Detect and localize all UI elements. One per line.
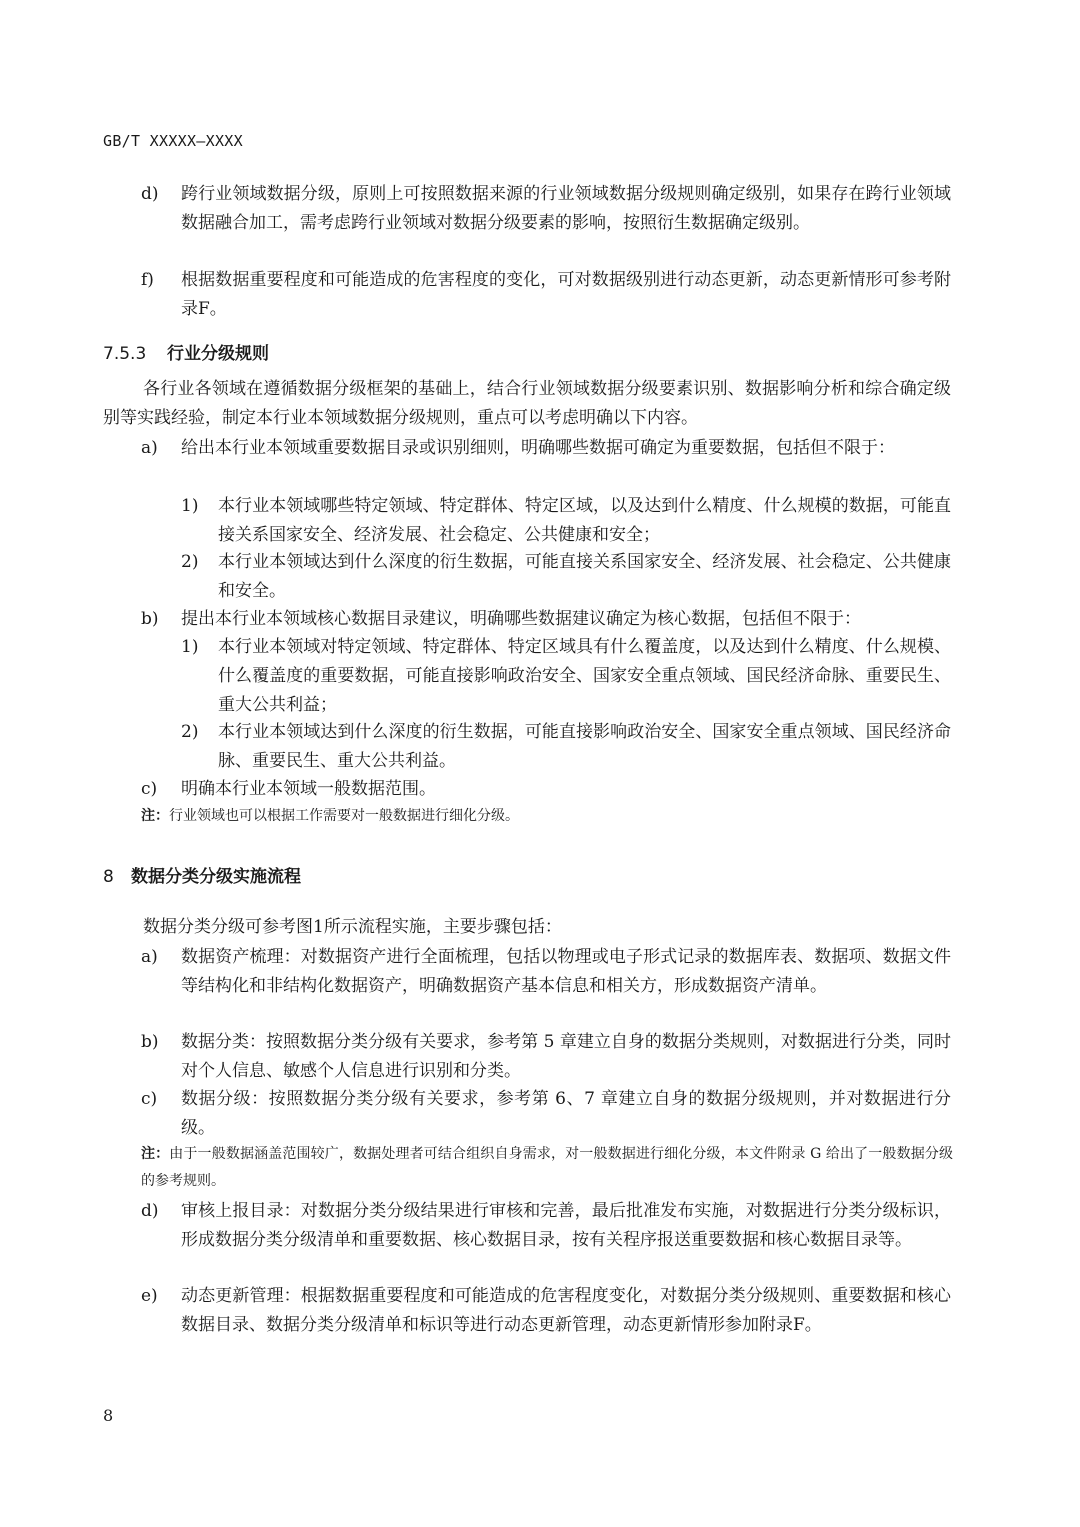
list-item-text: 审核上报目录：对数据分类分级结果进行审核和完善，最后批准发布实施，对数据进行分类分级标识，形成数据分类分级清单和重要数据、核心数据目录，按有关程序报送重要数据和核心数据目录等。 xyxy=(181,1201,951,1250)
list-item-text: 跨行业领域数据分级，原则上可按照数据来源的行业领域数据分级规则确定级别，如果存在跨行业领域数据融合加工，需考虑跨行业领域对数据分级要素的影响，按照衍生数据确定级别。 xyxy=(181,184,951,233)
list-marker: d) xyxy=(141,184,159,204)
list-item-text: 给出本行业本领域重要数据目录或识别细则，明确哪些数据可确定为重要数据，包括但不限于： xyxy=(181,438,895,458)
sub-list-marker: 2) xyxy=(181,722,199,742)
list-marker: d) xyxy=(141,1201,159,1221)
sub-list-item-text: 本行业本领域哪些特定领域、特定群体、特定区域，以及达到什么精度、什么规模的数据，可能直接关系国家安全、经济发展、社会稳定、公共健康和安全； xyxy=(218,496,951,545)
section-heading-8 xyxy=(103,862,301,887)
note xyxy=(141,803,953,830)
sub-list-item-text: 本行业本领域达到什么深度的衍生数据，可能直接关系国家安全、经济发展、社会稳定、公共健康和安全。 xyxy=(218,552,951,601)
note xyxy=(141,1141,953,1195)
note-text: 行业领域也可以根据工作需要对一般数据进行细化分级。 xyxy=(169,808,519,824)
note-label: 注： xyxy=(141,1146,170,1162)
standard-code: GB/T XXXXX—XXXX xyxy=(103,132,243,150)
list-item-text: 数据分级：按照数据分类分级有关要求，参考第 6、7 章建立自身的数据分级规则，并对数据进行分级。 xyxy=(181,1089,952,1138)
section-title: 数据分类分级实施流程 xyxy=(131,867,301,887)
list-marker: a) xyxy=(141,438,158,458)
list-marker: a) xyxy=(141,947,158,967)
section-heading-7-5-3 xyxy=(103,339,269,364)
list-marker: c) xyxy=(141,779,158,799)
list-item-text: 数据分类：按照数据分类分级有关要求，参考第 5 章建立自身的数据分类规则，对数据进行分类，同时对个人信息、敏感个人信息进行识别和分类。 xyxy=(181,1032,951,1081)
list-marker: e) xyxy=(141,1286,158,1306)
note-text: 由于一般数据涵盖范围较广，数据处理者可结合组织自身需求，对一般数据进行细化分级，本文件附录 G 给出了一般数据分级的参考规则。 xyxy=(141,1146,953,1189)
section-intro: 各行业各领域在遵循数据分级框架的基础上，结合行业领域数据分级要素识别、数据影响分析和综合确定级别等实践经验，制定本行业本领域数据分级规则，重点可以考虑明确以下内容。 xyxy=(103,379,951,428)
list-item-text: 提出本行业本领域核心数据目录建议，明确哪些数据建议确定为核心数据，包括但不限于： xyxy=(181,609,861,629)
sub-list-item-text: 本行业本领域对特定领域、特定群体、特定区域具有什么覆盖度，以及达到什么精度、什么规模、什么覆盖度的重要数据，可能直接影响政治安全、国家安全重点领域、国民经济命脉、重要民生、重大公共利益； xyxy=(218,637,951,715)
sub-list-marker: 1) xyxy=(181,496,199,516)
sub-list-marker: 2) xyxy=(181,552,199,572)
section-title: 行业分级规则 xyxy=(167,344,269,364)
section-intro: 数据分类分级可参考图1所示流程实施，主要步骤包括： xyxy=(143,917,562,937)
list-item-text: 根据数据重要程度和可能造成的危害程度的变化，可对数据级别进行动态更新，动态更新情形可参考附录F。 xyxy=(181,270,951,319)
page-number: 8 xyxy=(103,1406,114,1425)
list-item-text: 动态更新管理：根据数据重要程度和可能造成的危害程度变化，对数据分类分级规则、重要数据和核心数据目录、数据分类分级清单和标识等进行动态更新管理，动态更新情形参加附录F。 xyxy=(181,1286,951,1335)
list-item-text: 数据资产梳理：对数据资产进行全面梳理，包括以物理或电子形式记录的数据库表、数据项、数据文件等结构化和非结构化数据资产，明确数据资产基本信息和相关方，形成数据资产清单。 xyxy=(181,947,951,996)
list-item-text: 明确本行业本领域一般数据范围。 xyxy=(181,779,436,799)
list-marker: b) xyxy=(141,1032,159,1052)
sub-list-item-text: 本行业本领域达到什么深度的衍生数据，可能直接影响政治安全、国家安全重点领域、国民经济命脉、重要民生、重大公共利益。 xyxy=(218,722,951,771)
section-number: 8 xyxy=(103,867,114,887)
note-label: 注： xyxy=(141,808,169,824)
list-marker: c) xyxy=(141,1089,158,1109)
section-number: 7.5.3 xyxy=(103,344,147,364)
list-marker: f) xyxy=(141,270,154,290)
list-marker: b) xyxy=(141,609,159,629)
sub-list-marker: 1) xyxy=(181,637,199,657)
